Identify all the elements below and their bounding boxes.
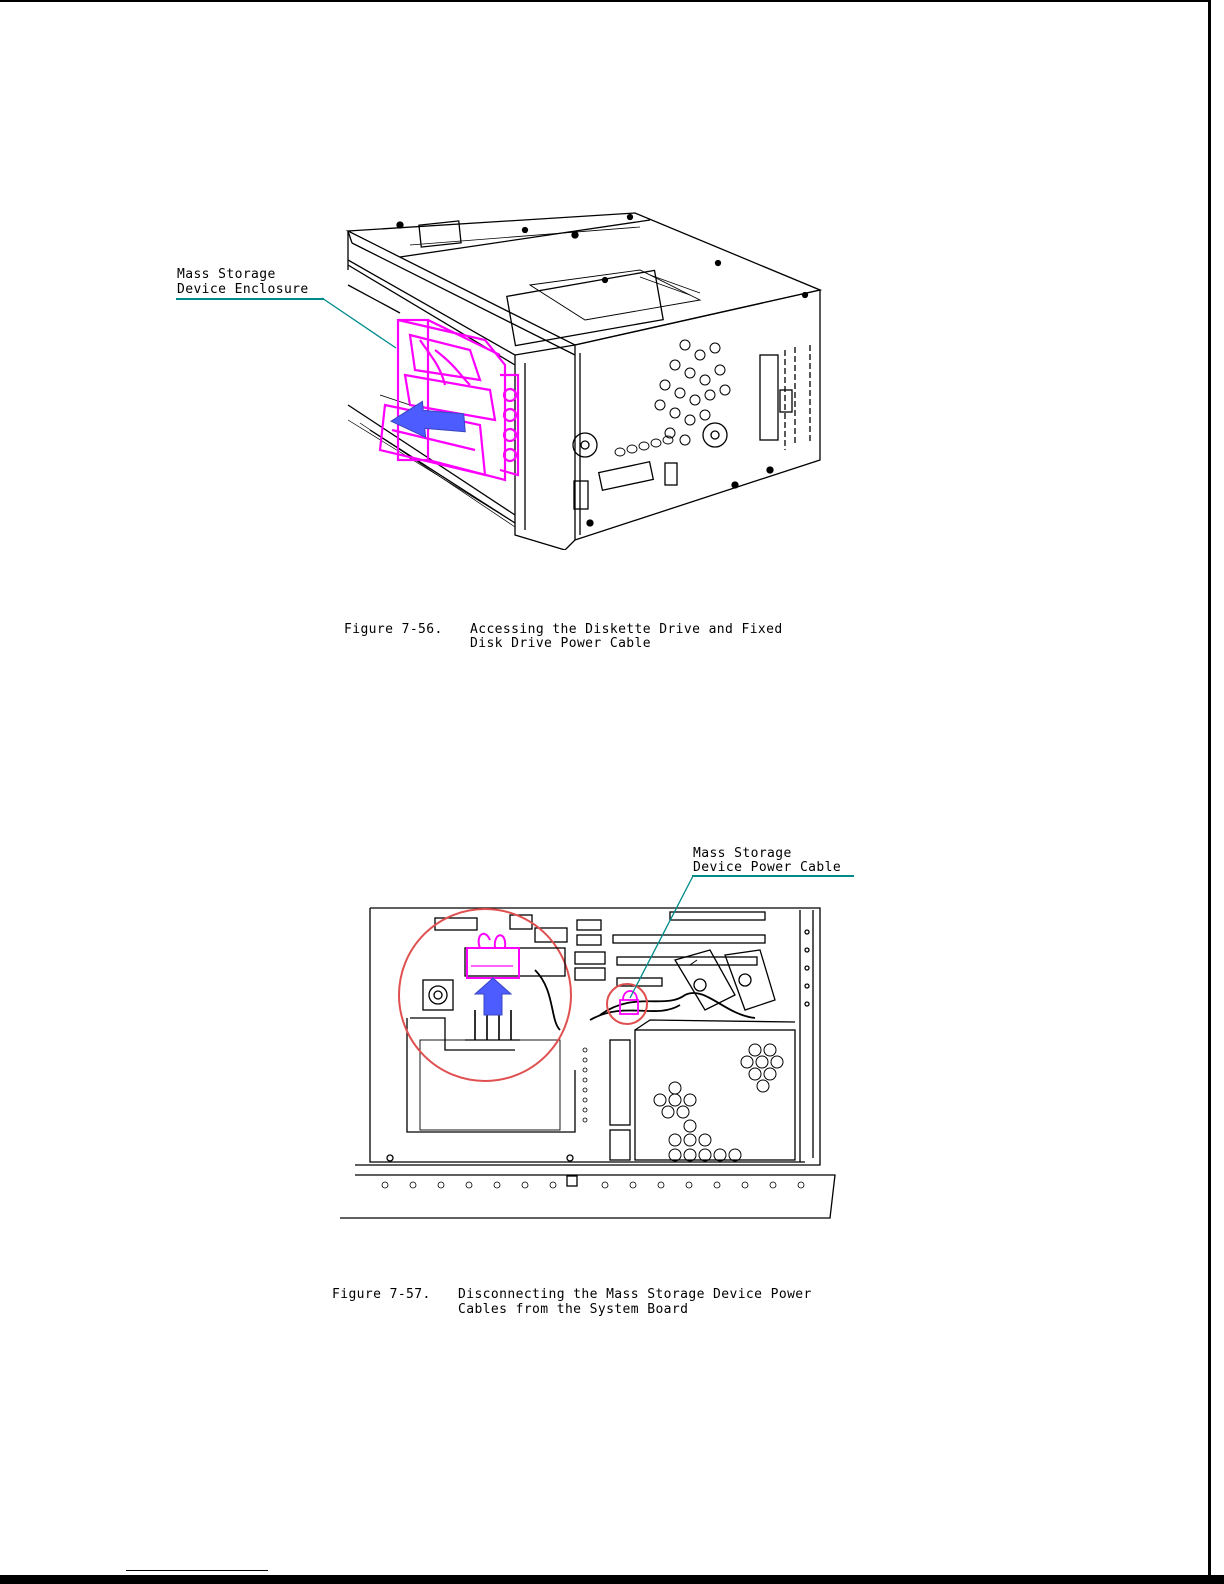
figure-7-56-callout-line1: Mass Storage <box>177 267 276 282</box>
figure-7-56-caption-line2: Disk Drive Power Cable <box>470 636 651 651</box>
bottom-link-underline <box>126 1570 268 1571</box>
figure-7-57-caption-number: Figure 7-57. <box>332 1287 431 1302</box>
figure-7-57-caption-line2: Cables from the System Board <box>458 1302 689 1317</box>
figure-7-56-caption-line1: Accessing the Diskette Drive and Fixed <box>470 622 783 637</box>
figure-7-56-caption <box>344 623 824 653</box>
page-border-bottom <box>0 1575 1224 1584</box>
figure-7-56-callout-line2: Device Enclosure <box>177 282 309 297</box>
figure-7-56-leader-line <box>320 296 400 352</box>
figure-7-56-illustration <box>170 205 840 550</box>
figure-7-57-caption-line1: Disconnecting the Mass Storage Device Power <box>458 1287 812 1302</box>
page-border-top <box>0 0 1210 2</box>
figure-7-57-callout-line2: Device Power Cable <box>693 860 842 875</box>
figure-7-57-callout-underline <box>692 875 854 877</box>
page-border-right <box>1208 0 1211 1584</box>
figure-7-57-illustration <box>335 900 840 1225</box>
figure-7-56-caption-number: Figure 7-56. <box>344 622 443 637</box>
figure-7-57-leader-line <box>620 874 700 1004</box>
figure-7-56-callout-underline <box>176 298 324 300</box>
figure-7-57-caption <box>332 1288 852 1318</box>
figure-7-57-callout-line1: Mass Storage <box>693 846 792 861</box>
